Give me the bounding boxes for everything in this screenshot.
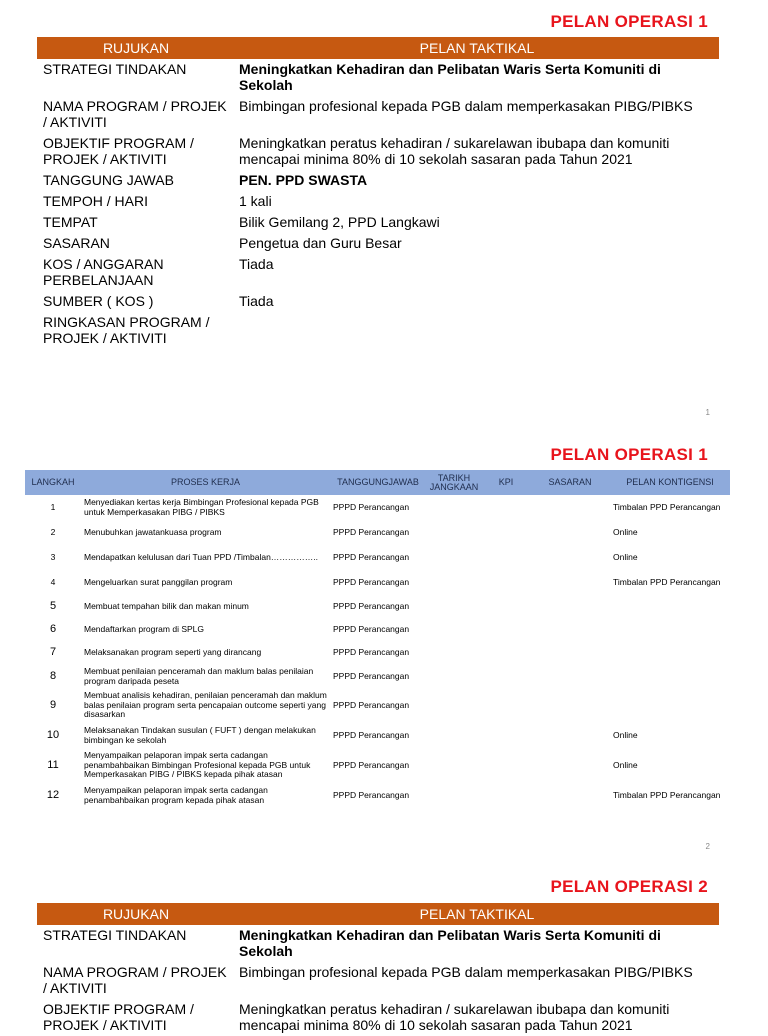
table-header-row <box>25 470 730 495</box>
table-row <box>25 618 730 641</box>
cell-sasaran <box>530 545 610 570</box>
cell-tarikh <box>426 618 482 641</box>
header-kpi: KPI <box>482 470 530 495</box>
cell-kontigensi: Online <box>613 729 638 740</box>
header-tarikh-jangkaan: TARIKH JANGKAAN <box>426 470 482 495</box>
process-rows <box>25 495 730 809</box>
table-row <box>37 999 719 1036</box>
cell-tanggungjawab: PPPD Perancangan <box>333 789 410 800</box>
cell-tanggungjawab: PPPD Perancangan <box>333 576 410 587</box>
cell-tarikh <box>426 495 482 520</box>
table-row <box>37 925 719 962</box>
cell-kpi <box>482 520 530 545</box>
table-row <box>25 722 730 749</box>
cell-kpi <box>482 595 530 618</box>
cell-langkah: 5 <box>49 599 57 612</box>
table-row <box>37 133 719 170</box>
cell-sasaran <box>530 495 610 520</box>
slide-1-title: PELAN OPERASI 1 <box>550 12 708 31</box>
cell-tanggungjawab: PPPD Perancangan <box>333 501 410 512</box>
row-label: SASARAN <box>43 235 110 251</box>
cell-proses: Menyediakan kertas kerja Bimbingan Profesional kepada PGB untuk Memperkasakan PIBG / PIBKS <box>84 497 319 517</box>
table-row <box>25 749 730 782</box>
page-number: 2 <box>705 842 710 851</box>
row-value: Meningkatkan Kehadiran dan Pelibatan Waris Serta Komuniti di Sekolah <box>239 927 661 959</box>
cell-tarikh <box>426 595 482 618</box>
cell-kontigensi <box>610 689 730 722</box>
cell-langkah: 2 <box>50 526 56 537</box>
cell-tarikh <box>426 520 482 545</box>
cell-proses: Melaksanakan program seperti yang dirancang <box>84 646 262 657</box>
row-label: TANGGUNG JAWAB <box>43 172 174 188</box>
cell-tanggungjawab: PPPD Perancangan <box>333 551 410 562</box>
cell-kontigensi: Timbalan PPD Perancangan <box>613 789 721 800</box>
header-proses-kerja: PROSES KERJA <box>81 470 330 495</box>
cell-kpi <box>482 749 530 782</box>
row-label: OBJEKTIF PROGRAM / PROJEK / AKTIVITI <box>43 135 194 167</box>
table-row <box>37 96 719 133</box>
cell-proses: Membuat tempahan bilik dan makan minum <box>84 600 249 611</box>
cell-tanggungjawab: PPPD Perancangan <box>333 729 410 740</box>
cell-langkah: 6 <box>49 622 57 635</box>
header-pelan-taktikal: PELAN TAKTIKAL <box>235 903 719 925</box>
slide-3-reference-table <box>37 903 719 1036</box>
cell-sasaran <box>530 641 610 664</box>
cell-tanggungjawab: PPPD Perancangan <box>333 526 410 537</box>
cell-proses: Melaksanakan Tindakan susulan ( FUFT ) dengan melakukan bimbingan ke sekolah <box>84 725 316 745</box>
table-row <box>37 170 719 191</box>
cell-sasaran <box>530 664 610 689</box>
cell-langkah: 4 <box>50 576 56 587</box>
cell-sasaran <box>530 722 610 749</box>
header-sasaran: SASARAN <box>530 470 610 495</box>
cell-langkah: 7 <box>49 645 57 658</box>
slide-2-process-table <box>25 470 730 809</box>
cell-proses: Mendapatkan kelulusan dari Tuan PPD /Timbalan…………….. <box>84 551 319 562</box>
table-row <box>37 312 719 349</box>
cell-tarikh <box>426 664 482 689</box>
cell-langkah: 8 <box>49 669 57 682</box>
cell-sasaran <box>530 595 610 618</box>
table-row <box>25 641 730 664</box>
table-row <box>25 570 730 595</box>
table-row <box>37 962 719 999</box>
row-value: Bilik Gemilang 2, PPD Langkawi <box>239 214 440 230</box>
header-pelan-kontigensi: PELAN KONTIGENSI <box>610 470 730 495</box>
cell-sasaran <box>530 618 610 641</box>
slide-3-title: PELAN OPERASI 2 <box>550 877 708 896</box>
row-value: Tiada <box>239 256 274 272</box>
cell-langkah: 3 <box>50 551 56 562</box>
row-label: NAMA PROGRAM / PROJEK / AKTIVITI <box>43 964 227 996</box>
table-row <box>37 254 719 291</box>
cell-proses: Membuat analisis kehadiran, penilaian penceramah dan maklum balas penilaian program serta pencapaian outcome seperti yang disasarkan <box>84 690 327 720</box>
row-value: Bimbingan profesional kepada PGB dalam memperkasakan PIBG/PIBKS <box>239 964 693 980</box>
table-row <box>25 782 730 809</box>
row-label: SUMBER ( KOS ) <box>43 293 154 309</box>
cell-kontigensi: Timbalan PPD Perancangan <box>613 576 721 587</box>
cell-tarikh <box>426 749 482 782</box>
cell-kpi <box>482 689 530 722</box>
cell-kontigensi <box>610 641 730 664</box>
header-rujukan: RUJUKAN <box>37 37 235 59</box>
row-value: Meningkatkan peratus kehadiran / sukarelawan ibubapa dan komuniti mencapai minima 80% di 10 sekolah sasaran pada Tahun 2021 <box>239 1001 670 1033</box>
cell-sasaran <box>530 749 610 782</box>
cell-kpi <box>482 570 530 595</box>
header-rujukan: RUJUKAN <box>37 903 235 925</box>
table-row <box>25 520 730 545</box>
cell-proses: Menubuhkan jawatankuasa program <box>84 526 222 537</box>
cell-proses: Menyampaikan pelaporan impak serta cadangan penambahbaikan Bimbingan Profesional kepada PGB untuk Memperkasakan PIBG / PIBKS kepada pihak atasan <box>84 750 311 780</box>
cell-kontigensi <box>610 595 730 618</box>
cell-tarikh <box>426 722 482 749</box>
table-row <box>37 291 719 312</box>
table-header-row <box>37 37 719 59</box>
cell-tanggungjawab: PPPD Perancangan <box>333 600 410 611</box>
cell-langkah: 9 <box>49 698 57 711</box>
cell-kpi <box>482 641 530 664</box>
cell-kontigensi: Online <box>613 759 638 770</box>
cell-kontigensi: Online <box>613 526 638 537</box>
cell-langkah: 10 <box>46 728 60 741</box>
header-langkah: LANGKAH <box>25 470 81 495</box>
cell-tanggungjawab: PPPD Perancangan <box>333 623 410 634</box>
cell-sasaran <box>530 520 610 545</box>
row-label: OBJEKTIF PROGRAM / PROJEK / AKTIVITI <box>43 1001 194 1033</box>
row-value: PEN. PPD SWASTA <box>239 172 368 188</box>
cell-proses: Membuat penilaian penceramah dan maklum balas penilaian program daripada peseta <box>84 666 314 686</box>
cell-kontigensi: Timbalan PPD Perancangan <box>613 501 721 512</box>
cell-tarikh <box>426 641 482 664</box>
row-value: 1 kali <box>239 193 272 209</box>
cell-langkah: 11 <box>47 758 59 771</box>
table-header-row <box>37 903 719 925</box>
header-pelan-taktikal: PELAN TAKTIKAL <box>235 37 719 59</box>
row-label: TEMPOH / HARI <box>43 193 149 209</box>
cell-tanggungjawab: PPPD Perancangan <box>333 699 410 710</box>
page-number: 1 <box>705 408 710 417</box>
header-tanggungjawab: TANGGUNGJAWAB <box>330 470 426 495</box>
cell-kpi <box>482 495 530 520</box>
cell-tanggungjawab: PPPD Perancangan <box>333 670 410 681</box>
cell-langkah: 12 <box>46 788 60 801</box>
cell-kpi <box>482 618 530 641</box>
slide-1-reference-table <box>37 37 719 349</box>
cell-proses: Mendaftarkan program di SPLG <box>84 623 205 634</box>
cell-kontigensi <box>610 618 730 641</box>
table-row <box>37 191 719 212</box>
slide-2-title: PELAN OPERASI 1 <box>550 445 708 464</box>
cell-sasaran <box>530 570 610 595</box>
table-row <box>25 595 730 618</box>
table-row <box>37 59 719 96</box>
cell-tarikh <box>426 689 482 722</box>
cell-kpi <box>482 664 530 689</box>
cell-tanggungjawab: PPPD Perancangan <box>333 759 410 770</box>
row-label: TEMPAT <box>43 214 98 230</box>
row-value: Pengetua dan Guru Besar <box>239 235 402 251</box>
table-row <box>25 495 730 520</box>
cell-tarikh <box>426 570 482 595</box>
cell-kpi <box>482 782 530 809</box>
cell-tanggungjawab: PPPD Perancangan <box>333 646 410 657</box>
row-value: Meningkatkan peratus kehadiran / sukarelawan ibubapa dan komuniti mencapai minima 80% di 10 sekolah sasaran pada Tahun 2021 <box>239 135 670 167</box>
cell-proses: Mengeluarkan surat panggilan program <box>84 576 233 587</box>
row-label: STRATEGI TINDAKAN <box>43 927 187 943</box>
table-row <box>25 545 730 570</box>
cell-tarikh <box>426 545 482 570</box>
row-value: Bimbingan profesional kepada PGB dalam memperkasakan PIBG/PIBKS <box>239 98 693 114</box>
cell-sasaran <box>530 782 610 809</box>
cell-tarikh <box>426 782 482 809</box>
cell-kontigensi <box>610 664 730 689</box>
table-row <box>37 212 719 233</box>
cell-langkah: 1 <box>50 501 56 512</box>
row-value <box>235 312 719 349</box>
cell-kontigensi: Online <box>613 551 638 562</box>
table-row <box>25 689 730 722</box>
cell-proses: Menyampaikan pelaporan impak serta cadangan penambahbaikan program kepada pihak atasan <box>84 785 268 805</box>
cell-sasaran <box>530 689 610 722</box>
row-label: RINGKASAN PROGRAM / PROJEK / AKTIVITI <box>43 314 210 346</box>
row-label: KOS / ANGGARAN PERBELANJAAN <box>43 256 164 288</box>
row-label: STRATEGI TINDAKAN <box>43 61 187 77</box>
row-value: Meningkatkan Kehadiran dan Pelibatan Waris Serta Komuniti di Sekolah <box>239 61 661 93</box>
row-value: Tiada <box>239 293 274 309</box>
cell-kpi <box>482 722 530 749</box>
table-row <box>25 664 730 689</box>
row-label: NAMA PROGRAM / PROJEK / AKTIVITI <box>43 98 227 130</box>
table-row <box>37 233 719 254</box>
cell-kpi <box>482 545 530 570</box>
